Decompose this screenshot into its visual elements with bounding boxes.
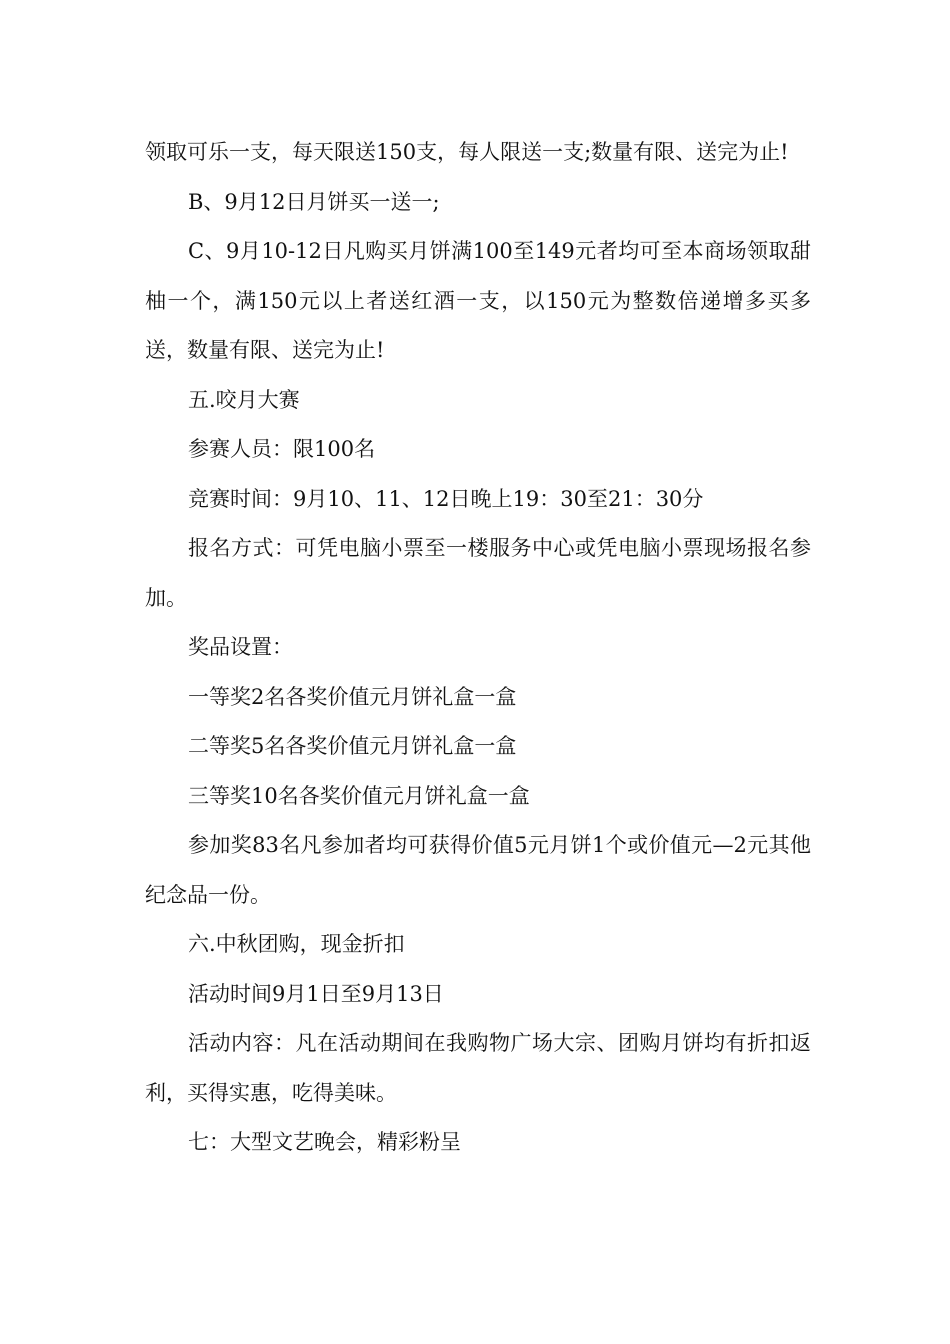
paragraph-participants: 参赛人员：限100名 — [188, 437, 376, 461]
paragraph-first-prize: 一等奖2名各奖价值元月饼礼盒一盒 — [188, 684, 517, 709]
paragraph-prize-settings: 奖品设置： — [188, 635, 293, 659]
paragraph-competition-time: 竞赛时间：9月10、11、12日晚上19：30至21：30分 — [188, 486, 704, 511]
paragraph-participation-prize: 参加奖83名凡参加者均可获得价值5元月饼1个或价值元—2元其他纪念品一份。 — [145, 833, 811, 907]
paragraph-third-prize: 三等奖10名各奖价值元月饼礼盒一盒 — [188, 783, 530, 808]
paragraph-item-c: C、9月10-12日凡购买月饼满100至149元者均可至本商场领取甜柚一个，满150元以上者送红酒一支，以150元为整数倍递增多买多送，数量有限、送完为止! — [145, 239, 811, 362]
paragraph-activity-content: 活动内容：凡在活动期间在我购物广场大宗、团购月饼均有折扣返利，买得实惠，吃得美味。 — [145, 1031, 811, 1105]
document-body — [145, 128, 811, 1168]
paragraph-continuation: 领取可乐一支，每天限送150支，每人限送一支;数量有限、送完为止! — [145, 140, 789, 164]
paragraph-registration: 报名方式：可凭电脑小票至一楼服务中心或凭电脑小票现场报名参加。 — [145, 536, 811, 610]
section-heading-six: 六.中秋团购，现金折扣 — [188, 932, 405, 956]
paragraph-second-prize: 二等奖5名各奖价值元月饼礼盒一盒 — [188, 734, 517, 758]
paragraph-activity-time: 活动时间9月1日至9月13日 — [188, 981, 444, 1006]
section-heading-five: 五.咬月大赛 — [188, 387, 300, 412]
paragraph-item-b: B、9月12日月饼买一送一; — [188, 189, 440, 214]
section-heading-seven: 七：大型文艺晚会，精彩粉呈 — [188, 1130, 461, 1154]
